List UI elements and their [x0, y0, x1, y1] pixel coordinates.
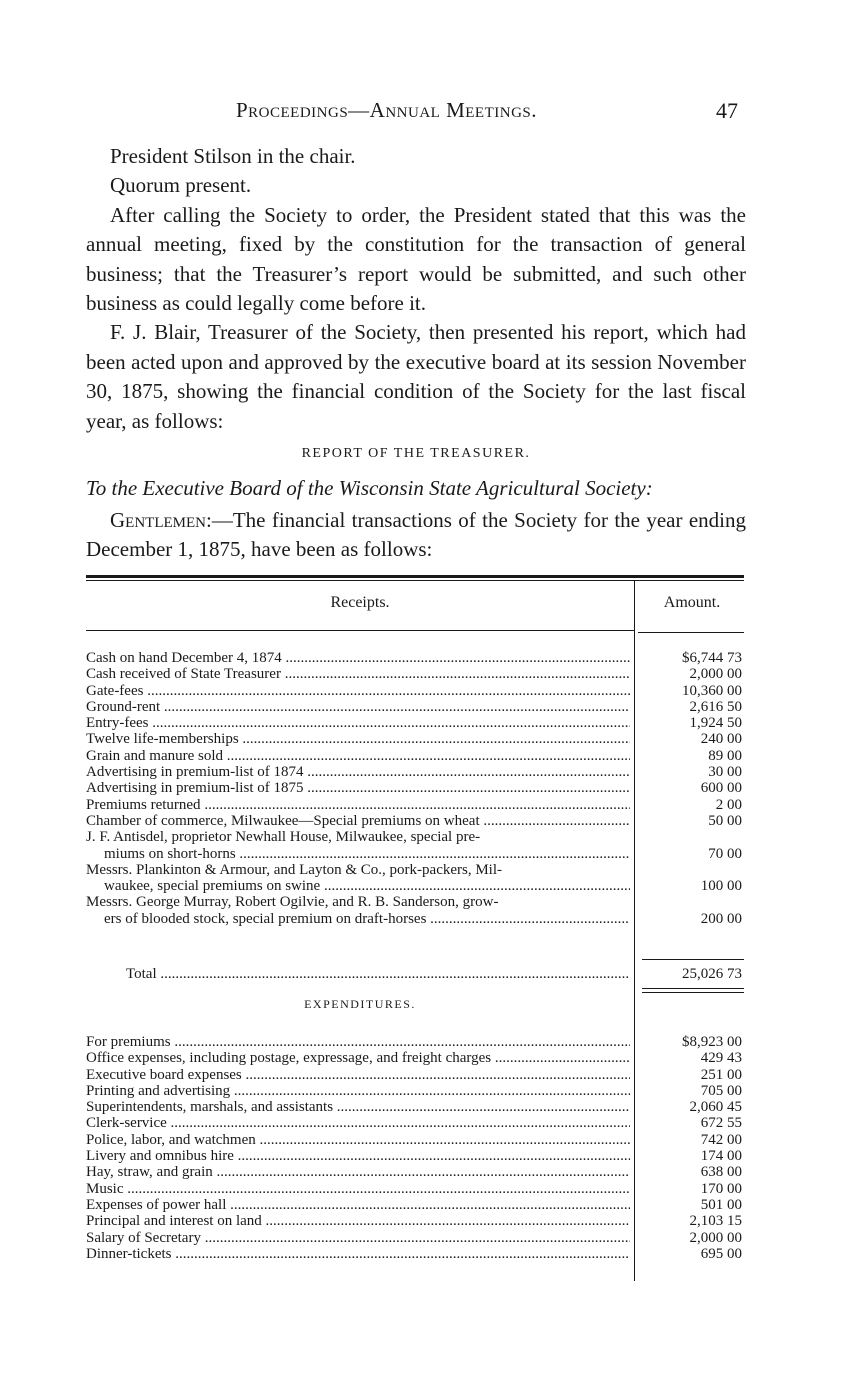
row-label: ers of blooded stock, special premium on draft-horses ..... [104, 911, 630, 927]
row-label: waukee, special premiums on swine ..... [104, 878, 630, 894]
row-label: Chamber of commerce, Milwaukee—Special premiums on wheat ..... [86, 813, 630, 829]
row-label: Twelve life-memberships ..... [86, 731, 630, 747]
table-row [86, 650, 746, 666]
total-double-rule-2 [642, 992, 744, 993]
row-label: Printing and advertising ..... [86, 1083, 630, 1099]
table-row [86, 748, 746, 764]
receipts-header: Receipts. [330, 594, 390, 611]
table-top-rule [86, 575, 744, 578]
table-row [86, 894, 746, 910]
row-amount: 2,616 50 [689, 698, 742, 715]
row-amount: 30 00 [708, 764, 742, 781]
table-row [86, 1164, 746, 1180]
row-amount: 251 00 [700, 1066, 742, 1083]
row-amount: 429 43 [700, 1050, 742, 1067]
row-amount: 174 00 [700, 1148, 742, 1165]
row-label: Grain and manure sold ..... [86, 748, 630, 764]
row-amount: 600 00 [700, 780, 742, 797]
report-intro [86, 506, 746, 565]
table-row [86, 1181, 746, 1197]
page-number: 47 [716, 98, 738, 123]
row-label: Hay, straw, and grain ..... [86, 1164, 630, 1180]
table-row [86, 1197, 746, 1213]
row-label: Cash received of State Treasurer ..... [86, 666, 630, 682]
row-label: Advertising in premium-list of 1874 ..... [86, 764, 630, 780]
row-amount: 2,000 00 [689, 1229, 742, 1246]
row-amount: 10,360 00 [682, 682, 742, 699]
row-amount: 705 00 [700, 1082, 742, 1099]
header-bottom-rule-amount [638, 632, 744, 633]
row-label: Gate-fees ..... [86, 683, 630, 699]
table-row [86, 1132, 746, 1148]
salutation: To the Executive Board of the Wisconsin State Agricultural Society: [86, 476, 653, 500]
row-amount: 742 00 [700, 1131, 742, 1148]
row-amount: 170 00 [700, 1180, 742, 1197]
row-amount: 89 00 [708, 747, 742, 764]
paragraph: After calling the Society to order, the President stated that this was the annual meeting, fixed by the constitution for the transaction of general business; that the Treasurer’s report would be submitted, and such other business as could legally come before it. [86, 202, 746, 316]
row-label: Premiums returned ..... [86, 797, 630, 813]
row-amount: 638 00 [700, 1164, 742, 1181]
total-rule [642, 959, 744, 960]
row-label: Superintendents, marshals, and assistants ..... [86, 1099, 630, 1115]
page-header [86, 98, 746, 126]
table-row [86, 683, 746, 699]
row-label: Expenses of power hall ..... [86, 1197, 630, 1213]
row-label: Executive board expenses ..... [86, 1067, 630, 1083]
row-label: Clerk-service ..... [86, 1115, 630, 1131]
table-row [86, 1034, 746, 1050]
total-label: Total ..... [126, 966, 630, 982]
table-row [86, 829, 746, 845]
row-label: miums on short-horns ..... [104, 846, 630, 862]
row-label: Principal and interest on land ..... [86, 1213, 630, 1229]
paragraph: President Stilson in the chair. [110, 144, 356, 168]
table-row [86, 1115, 746, 1131]
row-amount: 2,060 45 [689, 1099, 742, 1116]
table-row [86, 780, 746, 796]
table-row [86, 813, 746, 829]
row-label: Dinner-tickets ..... [86, 1246, 630, 1262]
receipts-list [86, 650, 746, 927]
body-text [86, 142, 746, 436]
row-amount: 240 00 [700, 731, 742, 748]
row-label: J. F. Antisdel, proprietor Newhall House, Milwaukee, special pre- [86, 829, 481, 846]
table-row [86, 846, 746, 862]
table-row [86, 699, 746, 715]
table-row [86, 1148, 746, 1164]
row-label: Livery and omnibus hire ..... [86, 1148, 630, 1164]
report-title: REPORT OF THE TREASURER. [301, 446, 531, 461]
table-row [86, 715, 746, 731]
intro-text: —The financial transactions of the Society for the year ending December 1, 1875, have been as follows: [86, 508, 746, 562]
paragraph: F. J. Blair, Treasurer of the Society, then presented his report, which had been acted upon and approved by the executive board at its session November 30, 1875, showing the financial condition of the Society for the last fiscal year, as follows: [86, 320, 746, 433]
row-amount: $6,744 73 [682, 650, 742, 666]
row-label: For premiums ..... [86, 1034, 630, 1050]
table-row [86, 1083, 746, 1099]
row-amount: $8,923 00 [682, 1034, 742, 1050]
table-row [86, 862, 746, 878]
row-amount: 695 00 [700, 1245, 742, 1262]
table-row [86, 1099, 746, 1115]
row-amount: 1,924 50 [689, 715, 742, 732]
total-double-rule [642, 988, 744, 989]
row-amount: 2,000 00 [689, 666, 742, 683]
table-row [86, 911, 746, 927]
header-bottom-rule [86, 630, 634, 631]
row-amount: 200 00 [700, 910, 742, 927]
row-amount: 50 00 [708, 812, 742, 829]
table-row [86, 797, 746, 813]
row-label: Office expenses, including postage, expressage, and freight charges ..... [86, 1050, 630, 1066]
running-title: Proceedings—Annual Meetings. [236, 98, 538, 122]
paragraph: Quorum present. [110, 173, 252, 198]
row-label: Messrs. George Murray, Robert Ogilvie, and R. B. Sanderson, grow- [86, 894, 499, 911]
table-row [86, 1213, 746, 1229]
row-amount: 2,103 15 [689, 1213, 742, 1230]
table-row [86, 666, 746, 682]
row-label: Advertising in premium-list of 1875 ..... [86, 780, 630, 796]
row-label: Cash on hand December 4, 1874 ..... [86, 650, 630, 666]
greeting: Gentlemen: [110, 508, 212, 532]
table-row [86, 1050, 746, 1066]
total-row [86, 966, 746, 982]
amount-header: Amount. [663, 594, 721, 611]
row-label: Music ..... [86, 1181, 630, 1197]
table-row [86, 1230, 746, 1246]
row-amount: 672 55 [700, 1115, 742, 1132]
row-label: Police, labor, and watchmen ..... [86, 1132, 630, 1148]
total-amount: 25,026 73 [682, 966, 742, 982]
expenditures-list [86, 1034, 746, 1262]
table-row [86, 878, 746, 894]
row-amount: 2 00 [715, 796, 742, 813]
table-row [86, 764, 746, 780]
table-row [86, 1067, 746, 1083]
row-label: Ground-rent ..... [86, 699, 630, 715]
table-top-rule-thin [86, 580, 744, 581]
row-label: Salary of Secretary ..... [86, 1230, 630, 1246]
row-amount: 501 00 [700, 1196, 742, 1213]
table-row [86, 731, 746, 747]
row-amount: 100 00 [700, 878, 742, 895]
row-label: Entry-fees ..... [86, 715, 630, 731]
table-row [86, 1246, 746, 1262]
row-amount: 70 00 [708, 845, 742, 862]
expenditures-title: EXPENDITURES. [304, 997, 416, 1011]
row-label: Messrs. Plankinton & Armour, and Layton & Co., pork-packers, Mil- [86, 861, 503, 878]
total-row-wrap [86, 966, 746, 982]
